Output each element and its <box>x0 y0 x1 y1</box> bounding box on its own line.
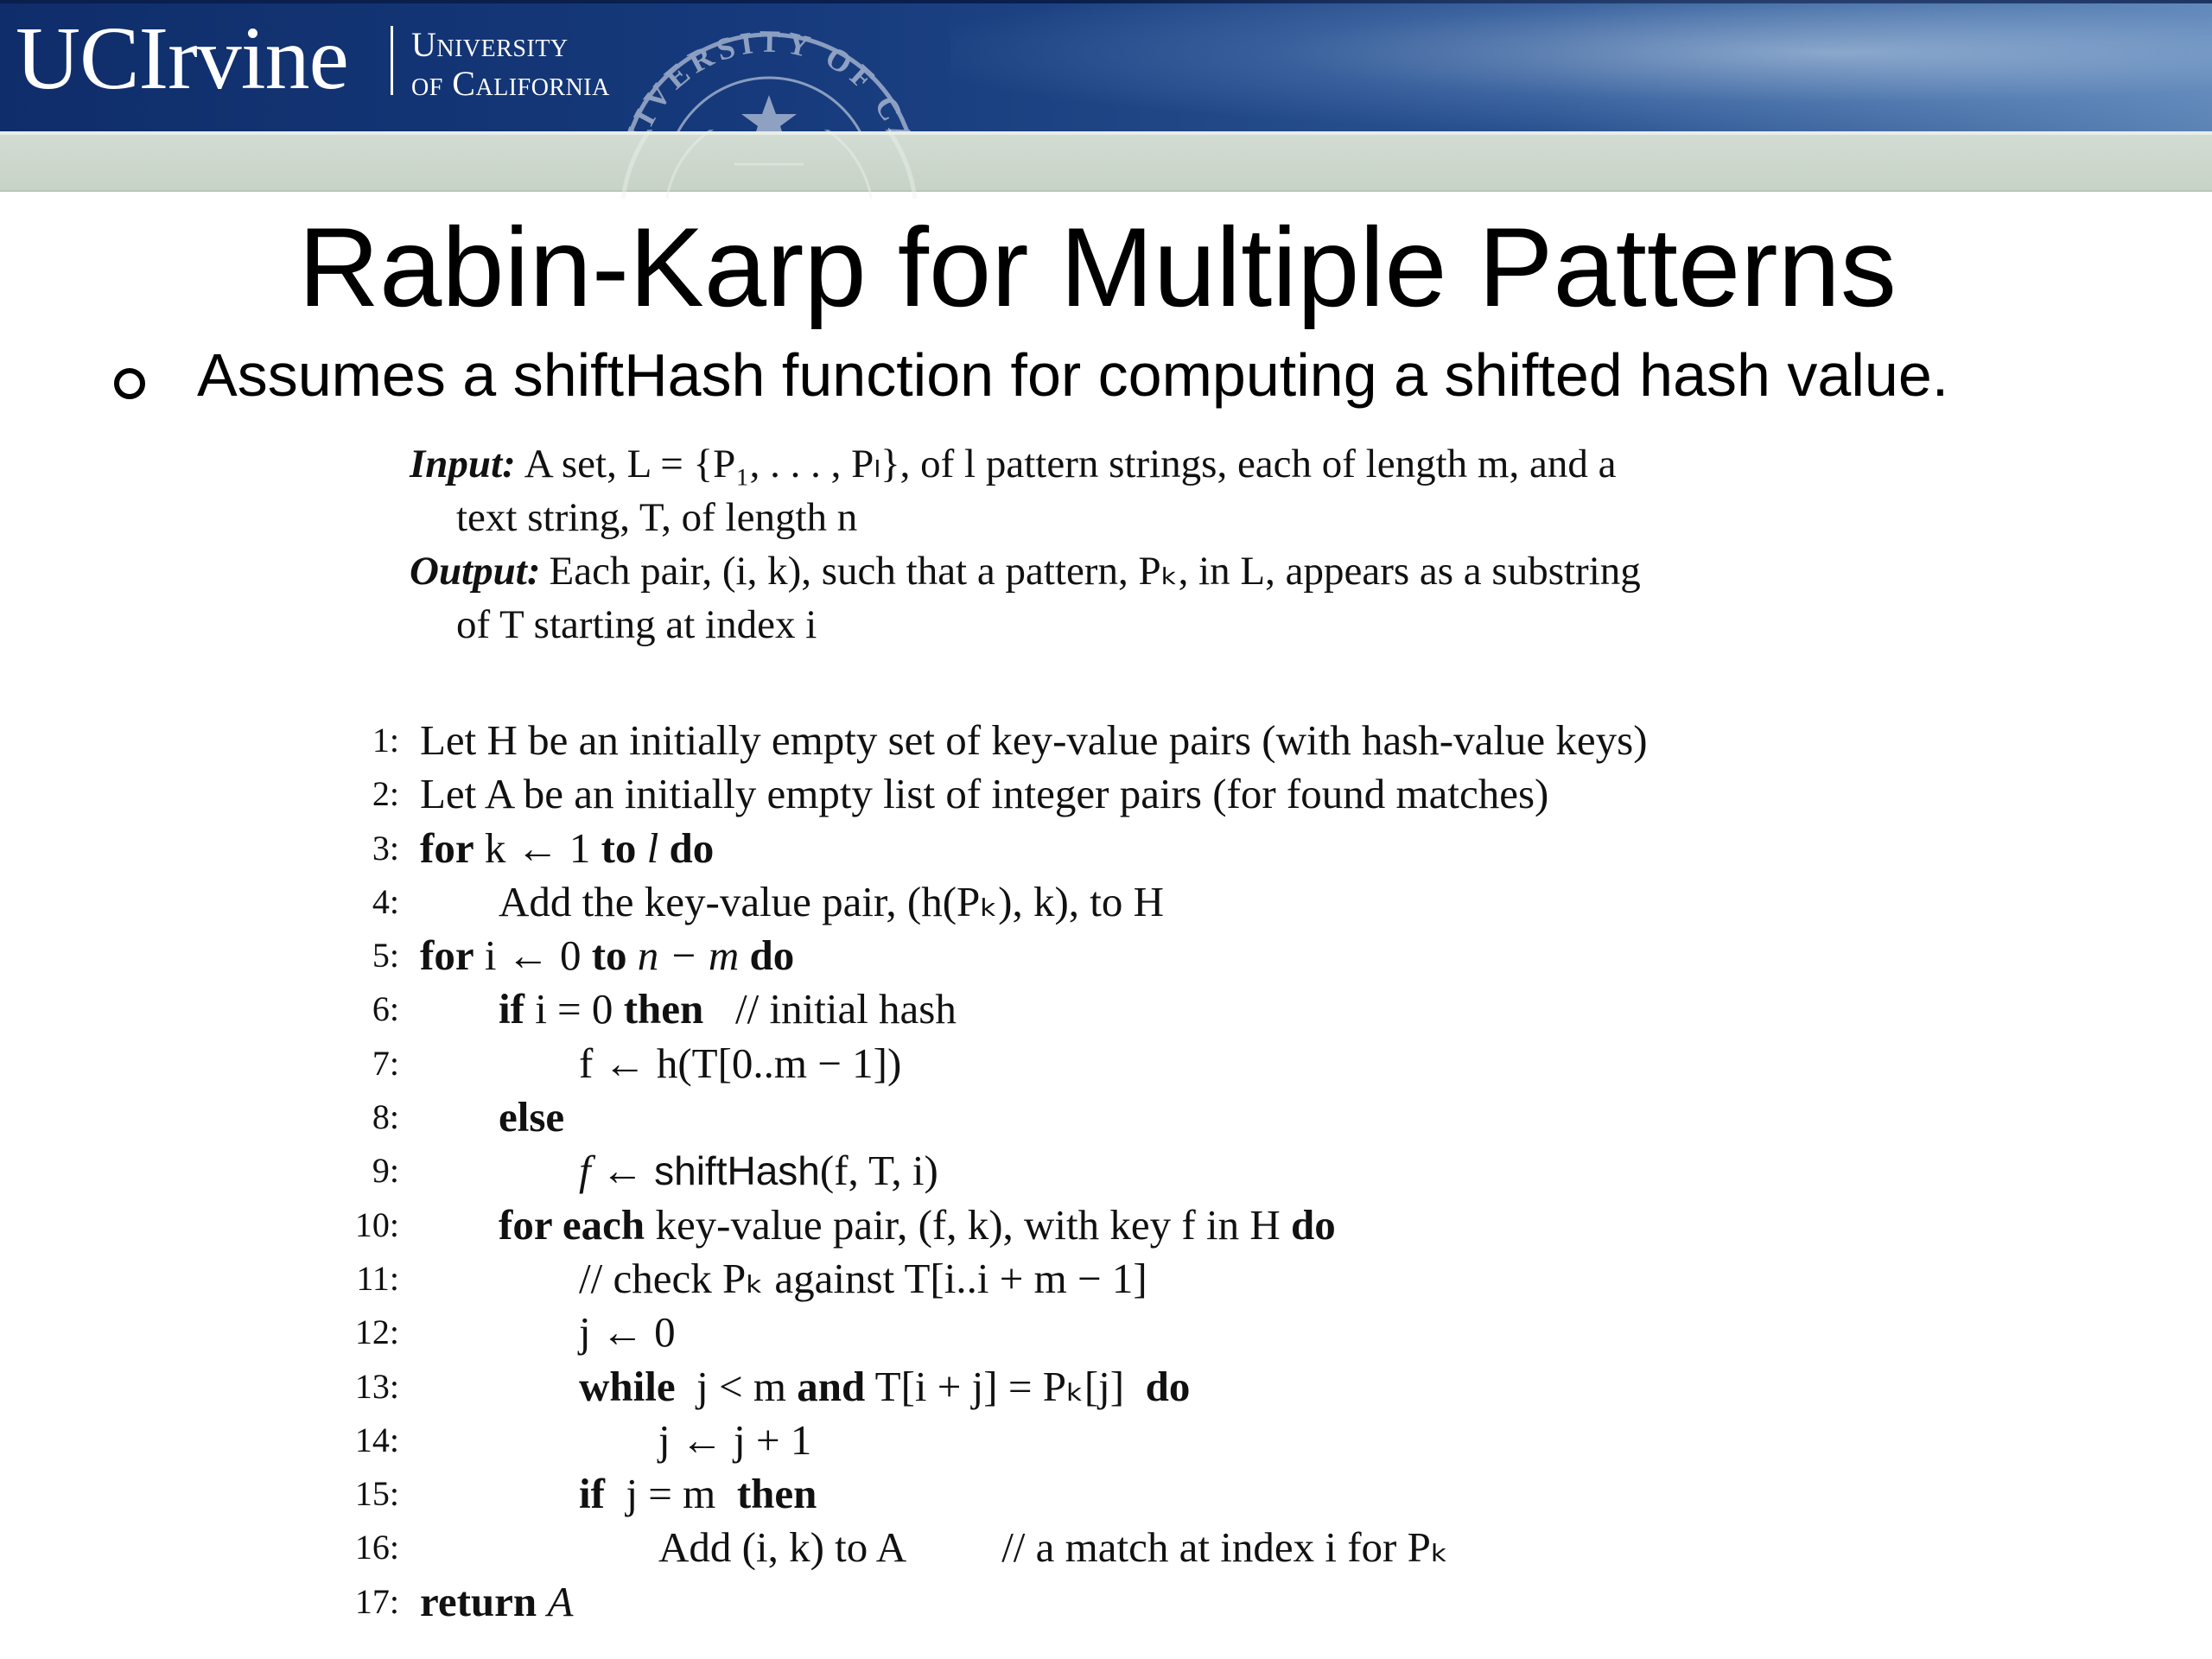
algo-line-15 <box>328 1467 2056 1521</box>
comment: // a match at index i for Pₖ <box>1001 1523 1449 1572</box>
keyword-to: to <box>601 823 637 872</box>
keyword-return: return <box>420 1577 537 1625</box>
input-spec <box>410 437 1861 544</box>
seal-arc-text: IVERSITY OF C <box>626 23 912 131</box>
line-number: 3: <box>372 828 399 868</box>
line-text <box>499 1198 1336 1252</box>
algo-line-16 <box>328 1521 2056 1574</box>
keyword-while: while <box>579 1362 676 1410</box>
function-args: (f, T, i) <box>819 1147 938 1195</box>
loop-bound: l <box>646 823 659 872</box>
line-number: 10: <box>354 1205 399 1244</box>
line-number: 14: <box>354 1420 399 1459</box>
comment: // initial hash <box>735 985 957 1033</box>
algo-line-9 <box>328 1144 2056 1198</box>
output-label: Output: <box>410 549 541 594</box>
university-name <box>411 26 610 104</box>
line-number: 2: <box>372 774 399 814</box>
line-text <box>658 1521 1449 1574</box>
keyword-then: then <box>623 985 704 1033</box>
keyword-for: for <box>420 823 474 872</box>
keyword-to: to <box>591 931 627 980</box>
line-text: Let A be an initially empty list of integer pairs (for found matches) <box>420 770 1549 818</box>
algo-line-17 <box>328 1575 2056 1629</box>
output-spec <box>410 544 1861 652</box>
loop-body: key-value pair, (f, k), with key f in H <box>655 1200 1281 1249</box>
keyword-do: do <box>749 931 795 980</box>
line-text <box>420 822 714 875</box>
university-name-line2: of California <box>411 63 610 103</box>
keyword-for: for <box>420 931 474 980</box>
keyword-if: if <box>579 1470 605 1518</box>
line-number: 11: <box>356 1258 399 1298</box>
line-number: 12: <box>354 1313 399 1352</box>
keyword-do: do <box>1145 1362 1191 1410</box>
line-number: 15: <box>354 1474 399 1514</box>
keyword-then: then <box>736 1470 817 1518</box>
uci-logo: UCIrvine <box>16 9 348 108</box>
line-number: 5: <box>372 936 399 976</box>
banner-sky-gradient <box>950 0 2212 131</box>
condition: i = 0 <box>535 985 613 1033</box>
algo-line-6 <box>328 982 2056 1036</box>
return-value: A <box>547 1577 574 1625</box>
line-number: 9: <box>372 1151 399 1191</box>
line-text: j ← j + 1 <box>658 1415 812 1464</box>
university-name-line1: University <box>411 25 569 64</box>
function-name: shiftHash <box>654 1148 820 1194</box>
line-text: j ← 0 <box>579 1308 676 1357</box>
loop-bound: n − m <box>637 931 740 980</box>
algo-line-4 <box>328 875 2056 929</box>
input-label: Input: <box>410 442 516 486</box>
algo-line-3 <box>328 822 2056 875</box>
line-number: 1: <box>372 721 399 760</box>
university-seal-icon <box>605 0 933 131</box>
algo-line-8 <box>328 1090 2056 1144</box>
keyword-else: else <box>499 1093 565 1141</box>
line-text: Add the key-value pair, (h(Pₖ), k), to H <box>499 877 1165 925</box>
line-number: 13: <box>354 1366 399 1406</box>
keyword-and: and <box>797 1362 866 1410</box>
line-text <box>579 1467 817 1521</box>
output-line2: of T starting at index i <box>456 602 817 647</box>
algo-line-2 <box>328 767 2056 821</box>
line-text <box>420 929 794 982</box>
condition: j = m <box>626 1470 716 1518</box>
algo-line-10 <box>328 1198 2056 1252</box>
line-text <box>499 1090 564 1144</box>
line-number: 4: <box>372 881 399 921</box>
input-line1: A set, L = {P₁, . . . , Pₗ}, of l pattern strings, each of length m, and a <box>524 442 1617 486</box>
algo-line-5 <box>328 929 2056 982</box>
header-banner <box>0 0 2212 131</box>
algo-line-7 <box>328 1037 2056 1090</box>
algo-line-14 <box>328 1414 2056 1467</box>
algo-line-13 <box>328 1360 2056 1414</box>
line-text <box>420 1575 573 1629</box>
algorithm-listing <box>328 714 2056 1629</box>
line-text: Let H be an initially empty set of key-value pairs (with hash-value keys) <box>420 716 1648 764</box>
line-number: 8: <box>372 1097 399 1137</box>
line-text <box>499 982 957 1036</box>
line-text <box>579 1144 938 1198</box>
condition-1: j < m <box>696 1362 786 1410</box>
algo-line-1 <box>328 714 2056 767</box>
statement: Add (i, k) to A <box>658 1523 907 1572</box>
line-number: 7: <box>372 1043 399 1083</box>
line-number: 6: <box>372 989 399 1029</box>
keyword-if: if <box>499 985 524 1033</box>
algo-line-12 <box>328 1306 2056 1359</box>
slide-title: Rabin-Karp for Multiple Patterns <box>298 204 1897 330</box>
logo-divider <box>391 26 393 95</box>
header-green-band <box>0 131 2212 192</box>
line-text: // check Pₖ against T[i..i + m − 1] <box>579 1254 1147 1302</box>
line-text <box>579 1360 1190 1414</box>
seal-lower-part <box>605 130 933 199</box>
input-line2: text string, T, of length n <box>456 495 858 540</box>
loop-init: k ← 1 <box>484 823 591 872</box>
line-text: f ← h(T[0..m − 1]) <box>579 1039 902 1087</box>
condition-2: T[i + j] = Pₖ[j] <box>874 1362 1125 1410</box>
keyword-do: do <box>1290 1200 1336 1249</box>
loop-init: i ← 0 <box>484 931 582 980</box>
output-line1: Each pair, (i, k), such that a pattern, Pₖ, in L, appears as a substring <box>549 549 1641 594</box>
line-number: 17: <box>354 1581 399 1621</box>
algo-line-11 <box>328 1252 2056 1306</box>
bullet-circle-icon <box>112 366 147 401</box>
keyword-for-each: for each <box>499 1200 645 1249</box>
line-number: 16: <box>354 1528 399 1567</box>
bullet-text: Assumes a shiftHash function for computing a shifted hash value. <box>197 341 1949 409</box>
keyword-do: do <box>669 823 715 872</box>
assign-target: f ← <box>579 1147 644 1195</box>
